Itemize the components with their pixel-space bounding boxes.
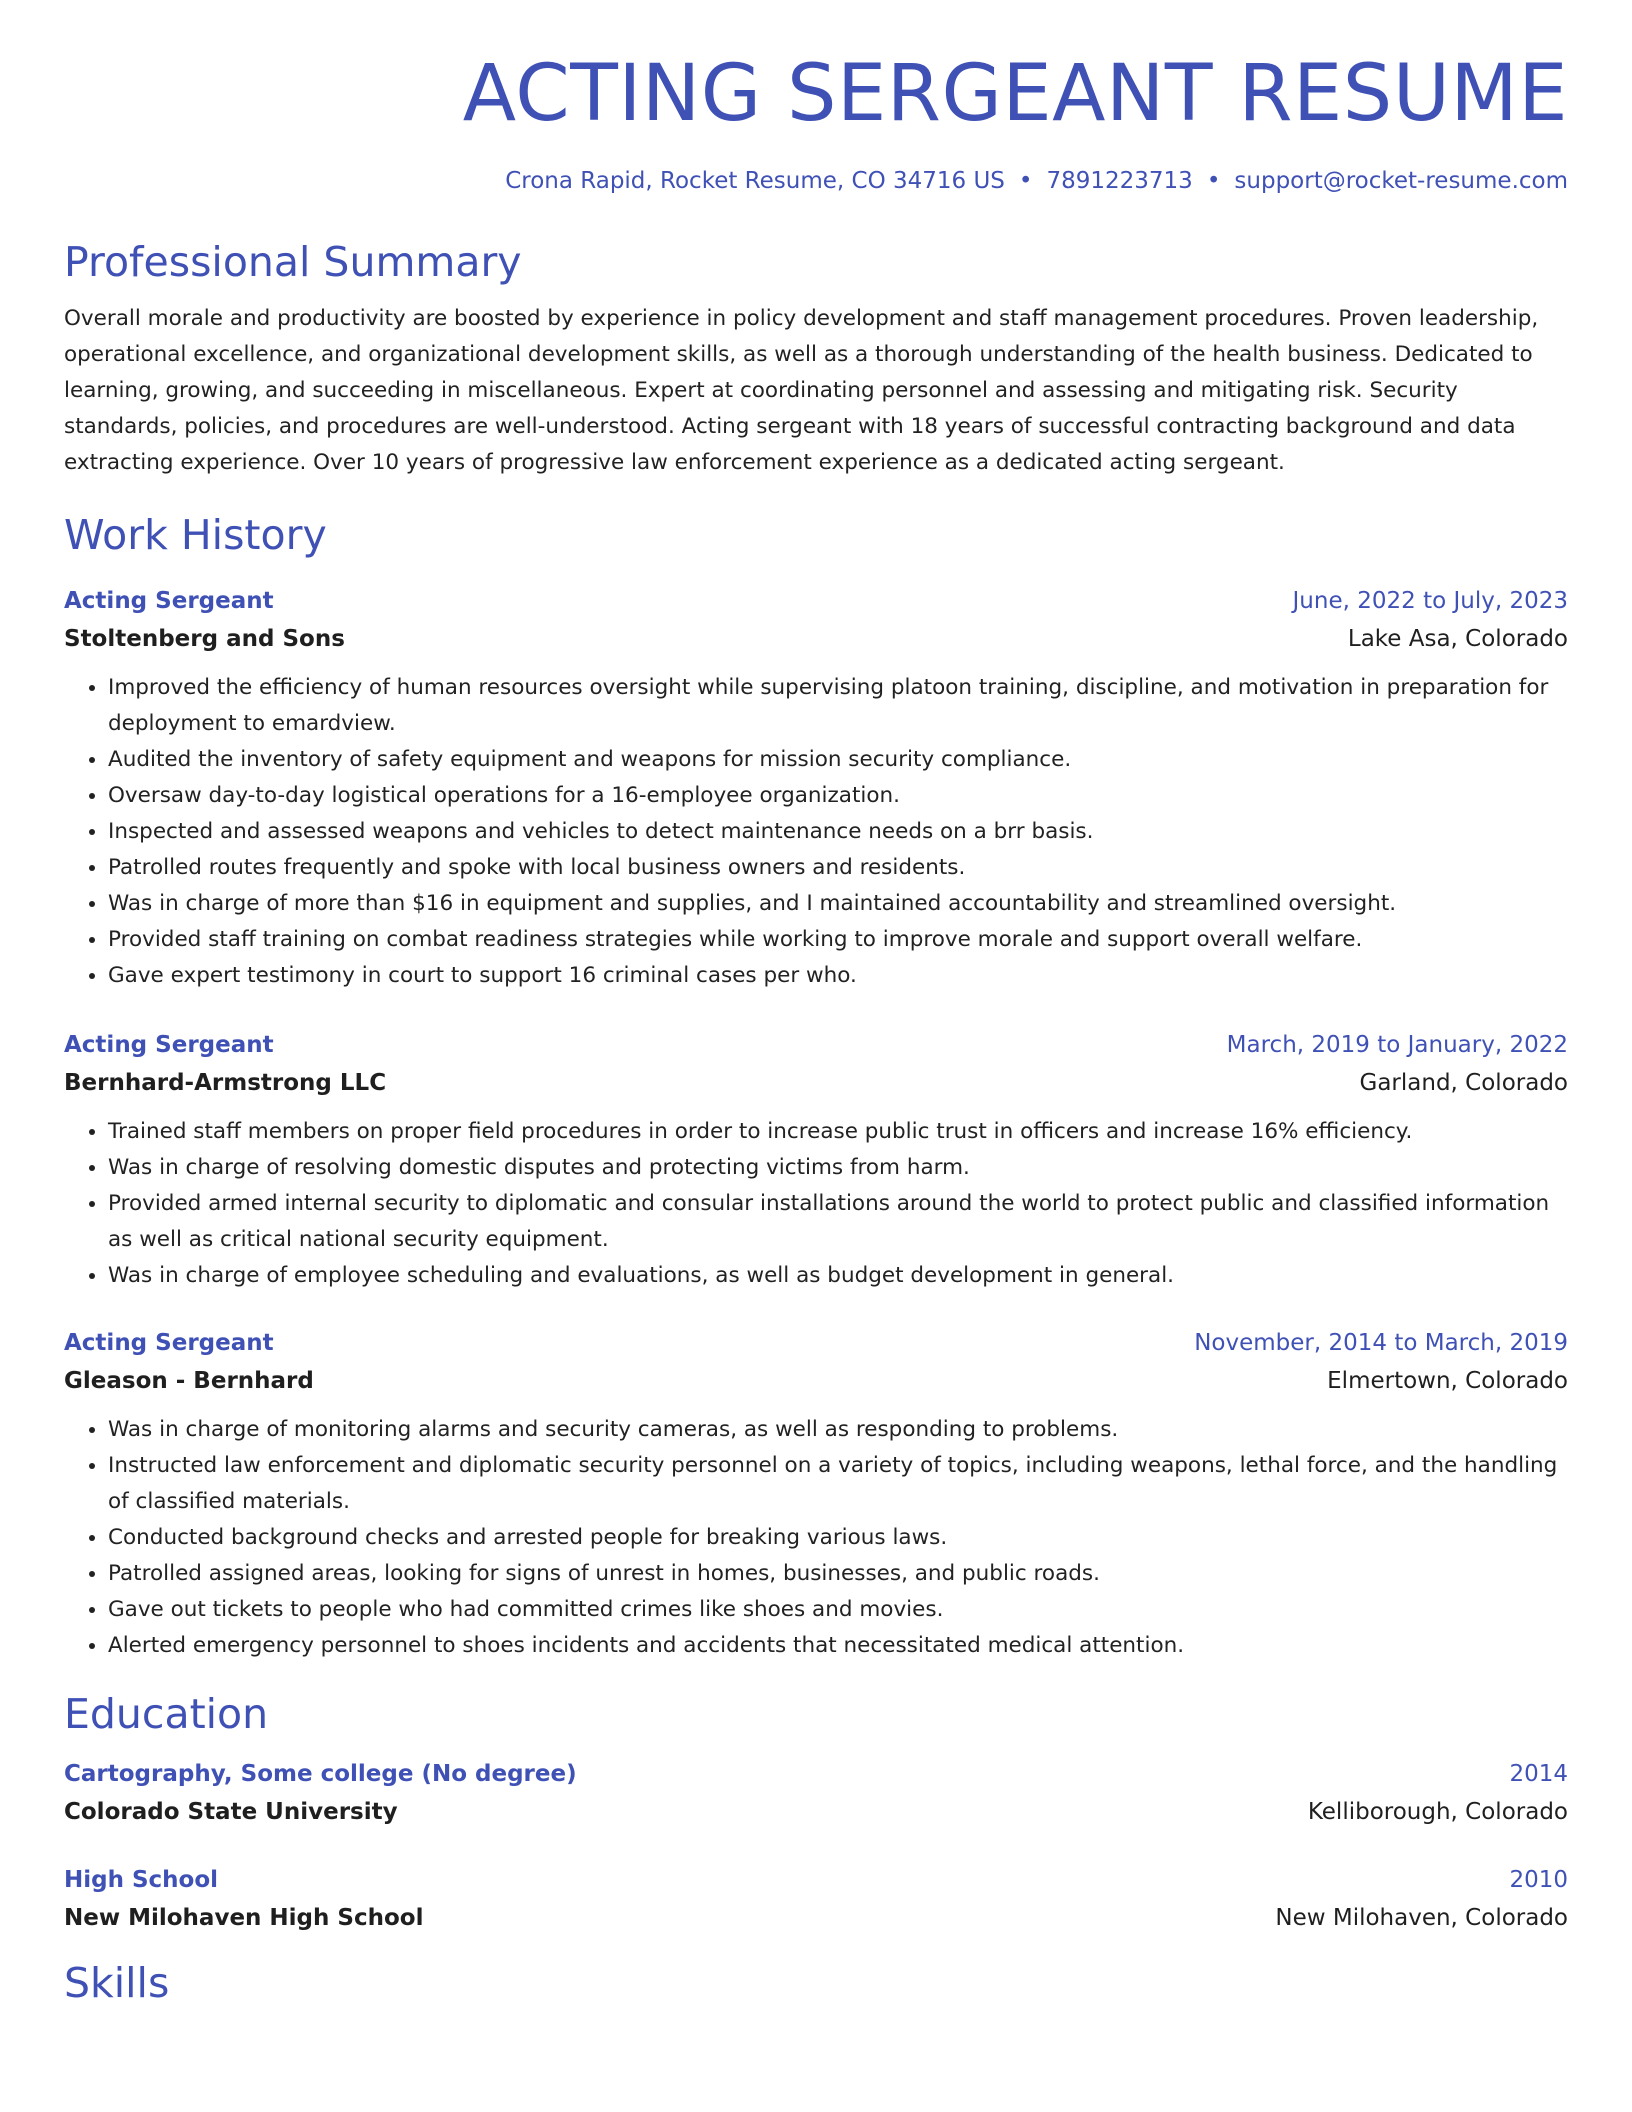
job-dates: June, 2022 to July, 2023 — [1292, 588, 1568, 615]
job-bullet: • Provided staff training on combat readiness strategies while working to improve morale and support overall welfare. — [108, 922, 1568, 958]
education-header-row — [64, 1861, 1568, 1899]
job-company: Gleason - Bernhard — [64, 1368, 314, 1395]
job-bullet: • Audited the inventory of safety equipment and weapons for mission security compliance. — [108, 742, 1568, 778]
job-bullet: • Alerted emergency personnel to shoes incidents and accidents that necessitated medical attention. — [108, 1628, 1568, 1664]
job-company-row — [64, 1362, 1568, 1400]
summary-text: Overall morale and productivity are boosted by experience in policy development and staff management procedures. Proven leadership, operational excellence, and organizational development skills, as well as a thorough understanding of the health business. Dedicated to learning, growing, and succeeding in miscellaneous. Expert at coordinating personnel and assessing and mitigating risk. Security standards, policies, and procedures are well-understood. Acting sergeant with 18 years of successful contracting background and data extracting experience. Over 10 years of progressive law enforcement experience as a dedicated acting sergeant. — [64, 305, 1539, 475]
job-bullet: • Oversaw day-to-day logistical operations for a 16-employee organization. — [108, 778, 1568, 814]
summary-section — [64, 238, 1568, 481]
job-title: Acting Sergeant — [64, 588, 274, 615]
job-bullet: • Instructed law enforcement and diplomatic security personnel on a variety of topics, including weapons, lethal force, and the handling of classified materials. — [108, 1448, 1568, 1520]
job-header-row — [64, 1324, 1568, 1362]
job-entry — [64, 1324, 1568, 1664]
job-bullet: • Patrolled routes frequently and spoke with local business owners and residents. — [108, 850, 1568, 886]
job-company: Stoltenberg and Sons — [64, 626, 345, 653]
education-school: Colorado State University — [64, 1799, 398, 1826]
education-entry — [64, 1755, 1568, 1831]
contact-email[interactable]: support@rocket-resume.com — [1234, 167, 1568, 194]
job-company-row — [64, 1064, 1568, 1102]
job-bullet: • Trained staff members on proper field procedures in order to increase public trust in officers and increase 16% efficiency. — [108, 1114, 1568, 1150]
job-bullet: • Was in charge of resolving domestic disputes and protecting victims from harm. — [108, 1150, 1568, 1186]
education-location: New Milohaven, Colorado — [1275, 1905, 1568, 1932]
education-location: Kelliborough, Colorado — [1307, 1799, 1568, 1826]
job-bullet: • Conducted background checks and arrested people for breaking various laws. — [108, 1520, 1568, 1556]
job-bullet: • Was in charge of monitoring alarms and security cameras, as well as responding to problems. — [108, 1412, 1568, 1448]
work-history-section — [64, 511, 1568, 1664]
job-title: Acting Sergeant — [64, 1330, 274, 1357]
job-bullets — [64, 1114, 1568, 1294]
education-school: New Milohaven High School — [64, 1905, 424, 1932]
education-heading: Education — [64, 1690, 269, 1739]
job-location: Elmertown, Colorado — [1327, 1368, 1568, 1395]
job-bullet: • Was in charge of employee scheduling and evaluations, as well as budget development in general. — [108, 1258, 1568, 1294]
resume-header — [64, 0, 1568, 194]
summary-heading: Professional Summary — [64, 237, 522, 286]
education-year: 2014 — [1509, 1761, 1568, 1788]
job-dates: November, 2014 to March, 2019 — [1194, 1330, 1568, 1357]
contact-separator: • — [1206, 167, 1221, 194]
job-company-row — [64, 620, 1568, 658]
job-title: Acting Sergeant — [64, 1032, 274, 1059]
job-bullet: • Provided armed internal security to diplomatic and consular installations around the world to protect public and classified information as well as critical national security equipment. — [108, 1186, 1568, 1258]
education-year: 2010 — [1509, 1867, 1568, 1894]
job-bullet: • Inspected and assessed weapons and vehicles to detect maintenance needs on a brr basis. — [108, 814, 1568, 850]
education-entry — [64, 1861, 1568, 1937]
contact-phone: 7891223713 — [1046, 167, 1193, 194]
education-degree: High School — [64, 1867, 219, 1894]
job-entry — [64, 582, 1568, 994]
education-school-row — [64, 1793, 1568, 1831]
job-bullet: • Patrolled assigned areas, looking for signs of unrest in homes, businesses, and public roads. — [108, 1556, 1568, 1592]
resume-title: ACTING SERGEANT RESUME — [462, 49, 1568, 139]
skills-heading: Skills — [64, 1959, 170, 2008]
contact-address: Crona Rapid, Rocket Resume, CO 34716 US — [505, 167, 1005, 194]
education-header-row — [64, 1755, 1568, 1793]
job-header-row — [64, 582, 1568, 620]
contact-separator: • — [1018, 167, 1033, 194]
job-bullet: • Gave expert testimony in court to support 16 criminal cases per who. — [108, 958, 1568, 994]
education-section — [64, 1690, 1568, 1937]
education-degree: Cartography, Some college (No degree) — [64, 1761, 577, 1788]
skills-section — [64, 1959, 1568, 2008]
job-company: Bernhard-Armstrong LLC — [64, 1070, 387, 1097]
contact-line — [64, 168, 1568, 194]
education-school-row — [64, 1899, 1568, 1937]
job-location: Lake Asa, Colorado — [1347, 626, 1568, 653]
job-bullet: • Gave out tickets to people who had committed crimes like shoes and movies. — [108, 1592, 1568, 1628]
job-entry — [64, 1026, 1568, 1294]
work-history-heading: Work History — [64, 510, 327, 559]
job-header-row — [64, 1026, 1568, 1064]
job-bullets — [64, 670, 1568, 994]
job-bullet: • Was in charge of more than $16 in equipment and supplies, and I maintained accountability and streamlined oversight. — [108, 886, 1568, 922]
job-bullets — [64, 1412, 1568, 1664]
job-location: Garland, Colorado — [1359, 1070, 1568, 1097]
job-dates: March, 2019 to January, 2022 — [1226, 1032, 1568, 1059]
job-bullet: • Improved the efficiency of human resources oversight while supervising platoon training, discipline, and motivation in preparation for deployment to emardview. — [108, 670, 1568, 742]
